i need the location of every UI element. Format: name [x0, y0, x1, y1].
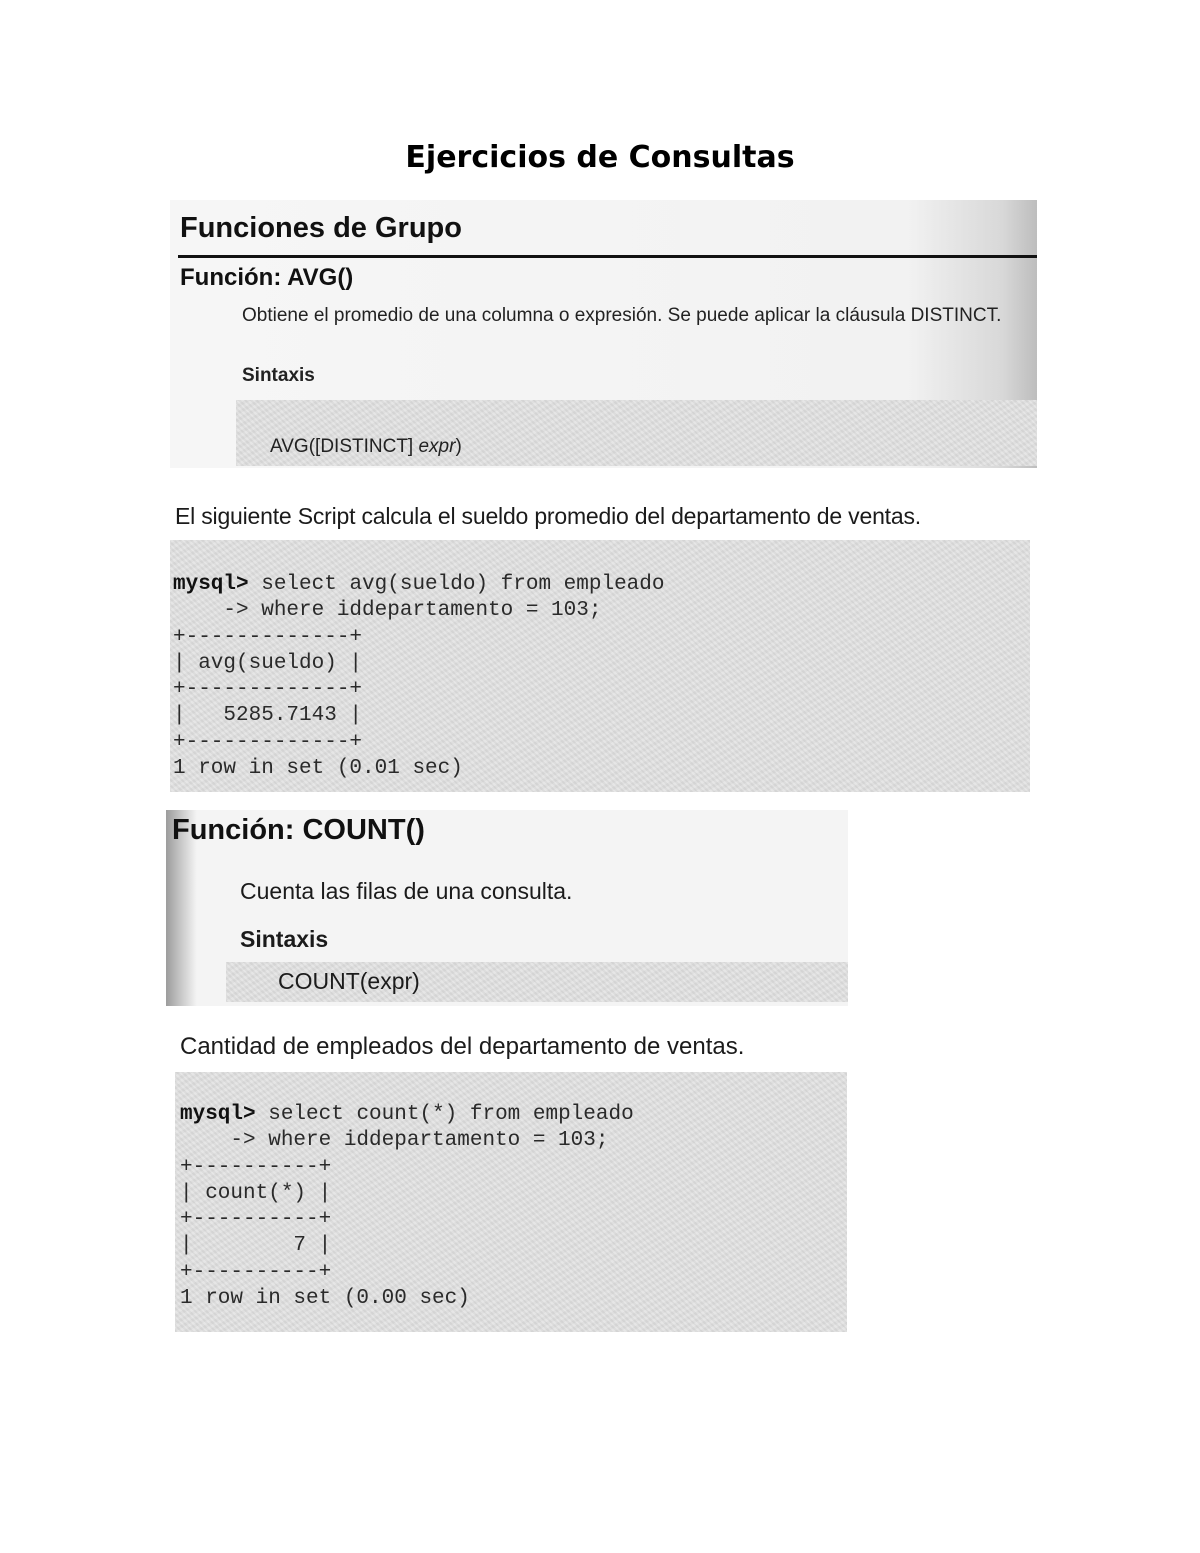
avg-table-header: | avg(sueldo) | [173, 651, 363, 675]
count-terminal-output [175, 1072, 847, 1332]
count-table-border-bottom: +----------+ [180, 1260, 332, 1284]
avg-table-border-bottom: +-------------+ [173, 730, 363, 754]
count-syntax: COUNT(expr) [278, 968, 420, 994]
count-example-intro: Cantidad de empleados del departamento de ventas. [180, 1033, 745, 1060]
count-query-line-2: -> where iddepartamento = 103; [180, 1129, 609, 1153]
count-syntax-box [226, 962, 848, 1002]
avg-query-line-2: -> where iddepartamento = 103; [173, 599, 602, 623]
avg-syntax-param: expr [418, 436, 456, 457]
avg-description: Obtiene el promedio de una columna o expresión. Se puede aplicar la cláusula DISTINCT. [242, 305, 1002, 326]
avg-function-section [170, 200, 1037, 468]
count-status-line: 1 row in set (0.00 sec) [180, 1287, 470, 1311]
avg-syntax-suffix: ) [455, 436, 462, 457]
group-functions-heading: Funciones de Grupo [180, 212, 462, 244]
count-description: Cuenta las filas de una consulta. [240, 878, 573, 904]
count-function-title: Función: COUNT() [172, 814, 425, 846]
count-table-border-mid: +----------+ [180, 1208, 332, 1232]
count-table-header: | count(*) | [180, 1181, 332, 1205]
avg-table-value: | 5285.7143 | [173, 704, 363, 728]
avg-query-line-1 [173, 572, 665, 598]
count-query-text-1: select count(*) from empleado [255, 1103, 634, 1126]
avg-query-text-1: select avg(sueldo) from empleado [248, 573, 665, 596]
avg-syntax-box [236, 400, 1037, 466]
avg-table-border-mid: +-------------+ [173, 678, 363, 702]
count-prompt: mysql> [180, 1103, 256, 1126]
avg-terminal-output [170, 540, 1030, 792]
avg-syntax [270, 436, 462, 458]
avg-status-line: 1 row in set (0.01 sec) [173, 757, 463, 781]
avg-syntax-prefix: AVG([DISTINCT] [270, 436, 419, 457]
avg-example-intro: El siguiente Script calcula el sueldo promedio del departamento de ventas. [175, 503, 921, 529]
count-table-border-top: +----------+ [180, 1155, 332, 1179]
avg-function-title: Función: AVG() [180, 264, 354, 291]
heading-divider [178, 255, 1037, 258]
count-table-value: | 7 | [180, 1234, 332, 1258]
avg-table-border-top: +-------------+ [173, 625, 363, 649]
page-title: Ejercicios de Consultas [405, 140, 795, 175]
count-query-line-1 [180, 1102, 634, 1128]
count-function-section [166, 810, 848, 1006]
avg-prompt: mysql> [173, 573, 249, 596]
count-syntax-label: Sintaxis [240, 926, 329, 952]
avg-syntax-label: Sintaxis [242, 365, 315, 386]
